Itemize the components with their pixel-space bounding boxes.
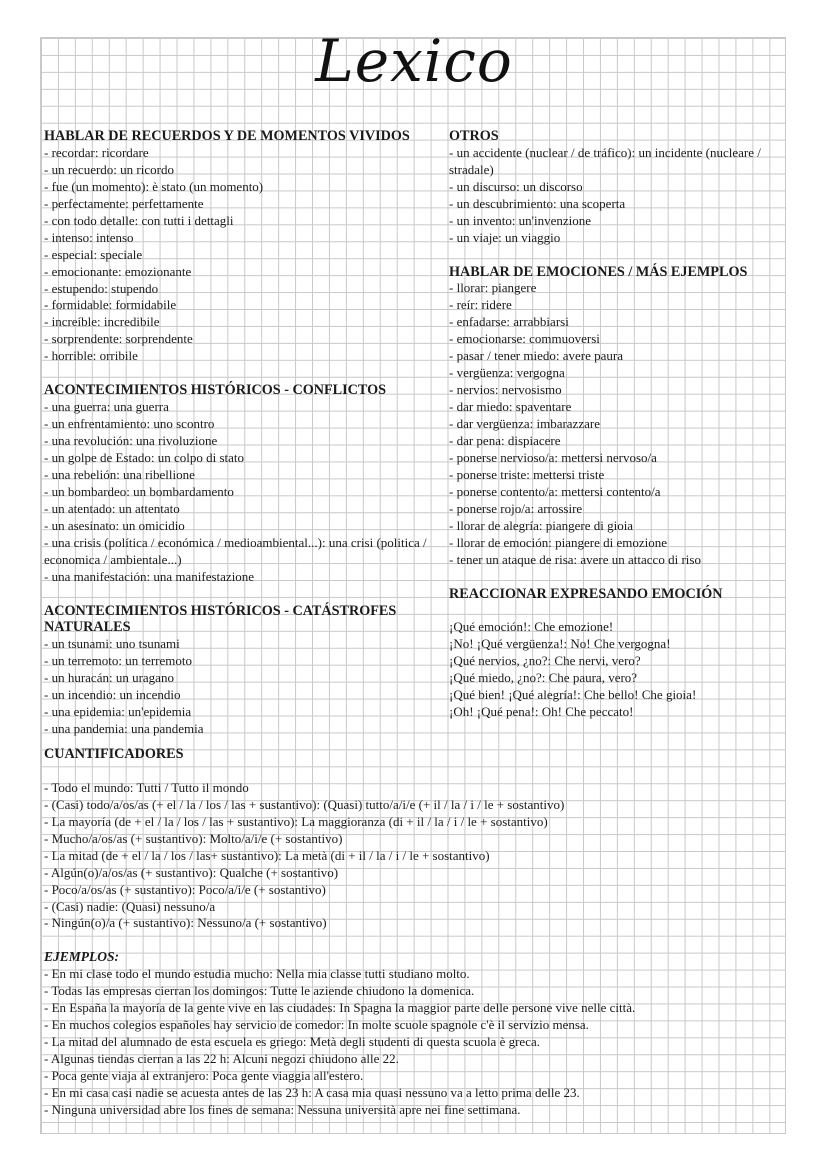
list-item: - un atentado: un attentato: [44, 500, 180, 516]
list-item: - Ninguna universidad abre los fines de semana: Nessuna università apre nei fine settimana.: [44, 1101, 521, 1117]
page-title: Lexico: [315, 27, 513, 95]
heading-cuantificadores: CUANTIFICADORES: [44, 746, 184, 762]
list-item: ¡Oh! ¡Qué pena!: Oh! Che peccato!: [449, 704, 634, 720]
list-item: - Ningún(o)/a (+ sustantivo): Nessuno/a (+ sostantivo): [44, 915, 327, 931]
list-item: - una epidemia: un'epidemia: [44, 704, 192, 720]
list-item: - un tsunami: uno tsunami: [44, 636, 180, 652]
list-item: - (Casi) todo/a/os/as (+ el / la / los / las + sustantivo): (Quasi) tutto/a/i/e (+ il / la / i / le + sostantivo): [44, 796, 565, 812]
list-item: - recordar: ricordare: [44, 144, 149, 160]
list-item: - estupendo: stupendo: [44, 280, 159, 296]
list-item: - dar vergüenza: imbarazzare: [449, 416, 600, 432]
list-item: - tener un ataque de risa: avere un attacco di riso: [449, 551, 701, 567]
list-item: - En España la mayoría de la gente vive en las ciudades: In Spagna la maggior parte delle persone vive nelle città.: [44, 1000, 636, 1016]
list-item: - reír: ridere: [449, 297, 512, 313]
list-item: - un incendio: un incendio: [44, 687, 181, 703]
heading-otros: OTROS: [449, 128, 499, 144]
list-item: - pasar / tener miedo: avere paura: [449, 348, 623, 364]
list-item: - una manifestación: una manifestazione: [44, 568, 255, 584]
list-item: - ponerse contento/a: mettersi contento/a: [449, 483, 661, 499]
list-item: - especial: speciale: [44, 246, 143, 262]
list-item: - una crisis (política / económica / medioambiental...): una crisi (politica / economica / ambientale...): [44, 534, 427, 567]
list-item: - En mi clase todo el mundo estudia mucho: Nella mia classe tutti studiano molto.: [44, 966, 470, 982]
list-item: - un huracán: un uragano: [44, 670, 174, 686]
list-item: - perfectamente: perfettamente: [44, 195, 204, 211]
list-item: - con todo detalle: con tutti i dettagli: [44, 212, 234, 228]
list-item: - un descubrimiento: una scoperta: [449, 195, 626, 211]
list-item: ¡Qué emoción!: Che emozione!: [449, 619, 614, 635]
list-item: - un recuerdo: un ricordo: [44, 161, 174, 177]
list-item: - un asesinato: un omicidio: [44, 517, 185, 533]
list-item: - La mitad (de + el / la / los / las+ sustantivo): La metà (di + il / la / i / le + sostantivo): [44, 847, 490, 863]
heading-reaccionar: REACCIONAR EXPRESANDO EMOCIÓN: [449, 585, 723, 602]
list-item: - llorar: piangere: [449, 280, 537, 296]
list-item: - un enfrentamiento: uno scontro: [44, 416, 215, 432]
list-item: ¡Qué miedo, ¿no?: Che paura, vero?: [449, 670, 638, 686]
list-item: - un golpe de Estado: un colpo di stato: [44, 450, 245, 465]
heading-catastrofes: ACONTECIMIENTOS HISTÓRICOS - CATÁSTROFES NATURALES: [44, 602, 397, 636]
list-item: - La mitad del alumnado de esta escuela es griego: Metà degli studenti di questa scuola è greca.: [44, 1034, 540, 1050]
list-item: - ponerse triste: mettersi triste: [449, 466, 605, 482]
list-item: - fue (un momento): è stato (un momento): [44, 178, 264, 194]
list-item: - un accidente (nuclear / de tráfico): un incidente (nucleare / stradale): [449, 144, 761, 177]
list-item: - Algún(o)/a/os/as (+ sustantivo): Qualche (+ sostantivo): [44, 864, 339, 880]
list-item: - intenso: intenso: [44, 229, 134, 245]
list-item: ¡Qué bien! ¡Qué alegría!: Che bello! Che gioia!: [449, 687, 697, 703]
list-item: - dar pena: dispiacere: [449, 433, 561, 449]
list-item: - ponerse nervioso/a: mettersi nervoso/a: [449, 450, 657, 465]
list-item: - una rebelión: una ribellione: [44, 466, 195, 482]
list-item: - dar miedo: spaventare: [449, 399, 572, 415]
list-item: - formidable: formidabile: [44, 297, 177, 313]
heading-recuerdos: HABLAR DE RECUERDOS Y DE MOMENTOS VIVIDOS: [44, 128, 410, 144]
list-item: - Mucho/a/os/as (+ sustantivo): Molto/a/i/e (+ sostantivo): [44, 830, 343, 846]
list-item: - sorprendente: sorprendente: [44, 331, 193, 347]
list-item: - Poco/a/os/as (+ sustantivo): Poco/a/i/e (+ sostantivo): [44, 881, 326, 897]
list-item: - nervios: nervosismo: [449, 382, 562, 398]
list-item: - Todas las empresas cierran los domingos: Tutte le aziende chiudono la domenica.: [44, 983, 475, 999]
list-item: - En mi casa casi nadie se acuesta antes de las 23 h: A casa mia quasi nessuno va a letto prima delle 23.: [44, 1084, 580, 1100]
list-item: - increíble: incredibile: [44, 314, 160, 330]
list-item: - enfadarse: arrabbiarsi: [449, 314, 569, 330]
list-item: - un viaje: un viaggio: [449, 229, 561, 245]
full-width-section: [44, 746, 784, 1119]
list-item: - un bombardeo: un bombardamento: [44, 483, 234, 499]
list-item: - Algunas tiendas cierran a las 22 h: Alcuni negozi chiudono alle 22.: [44, 1051, 399, 1067]
list-item: - una pandemia: una pandemia: [44, 721, 204, 737]
list-item: ¡No! ¡Qué vergüenza!: No! Che vergogna!: [449, 636, 671, 652]
list-item: - vergüenza: vergogna: [449, 365, 565, 381]
list-item: - llorar de alegría: piangere di gioia: [449, 517, 634, 533]
list-item: ¡Qué nervios, ¿no?: Che nervi, vero?: [449, 653, 641, 669]
list-item: - Todo el mundo: Tutti / Tutto il mondo: [44, 779, 249, 795]
list-item: - un discurso: un discorso: [449, 178, 583, 194]
list-item: - Poca gente viaja al extranjero: Poca gente viaggia all'estero.: [44, 1068, 364, 1084]
list-item: - una revolución: una rivoluzione: [44, 433, 218, 449]
list-item: - llorar de emoción: piangere di emozione: [449, 534, 668, 550]
heading-ejemplos: EJEMPLOS:: [44, 949, 120, 965]
list-item: - (Casi) nadie: (Quasi) nessuno/a: [44, 898, 216, 914]
right-column: [449, 128, 789, 721]
list-item: - emocionarse: commuoversi: [449, 331, 600, 347]
heading-emociones: HABLAR DE EMOCIONES / MÁS EJEMPLOS: [449, 263, 748, 280]
left-column: [44, 128, 442, 738]
list-item: - emocionante: emozionante: [44, 263, 192, 279]
heading-conflictos: ACONTECIMIENTOS HISTÓRICOS - CONFLICTOS: [44, 382, 387, 399]
list-item: - ponerse rojo/a: arrossire: [449, 500, 583, 516]
list-item: - horrible: orribile: [44, 348, 138, 364]
list-item: - un terremoto: un terremoto: [44, 653, 193, 669]
list-item: - una guerra: una guerra: [44, 399, 169, 415]
list-item: - un invento: un'invenzione: [449, 212, 592, 228]
list-item: - En muchos colegios españoles hay servicio de comedor: In molte scuole spagnole c'è il servizio mensa.: [44, 1017, 589, 1033]
list-item: - La mayoría (de + el / la / los / las + sustantivo): La maggioranza (di + il / la / i / le + sostantivo): [44, 813, 548, 829]
